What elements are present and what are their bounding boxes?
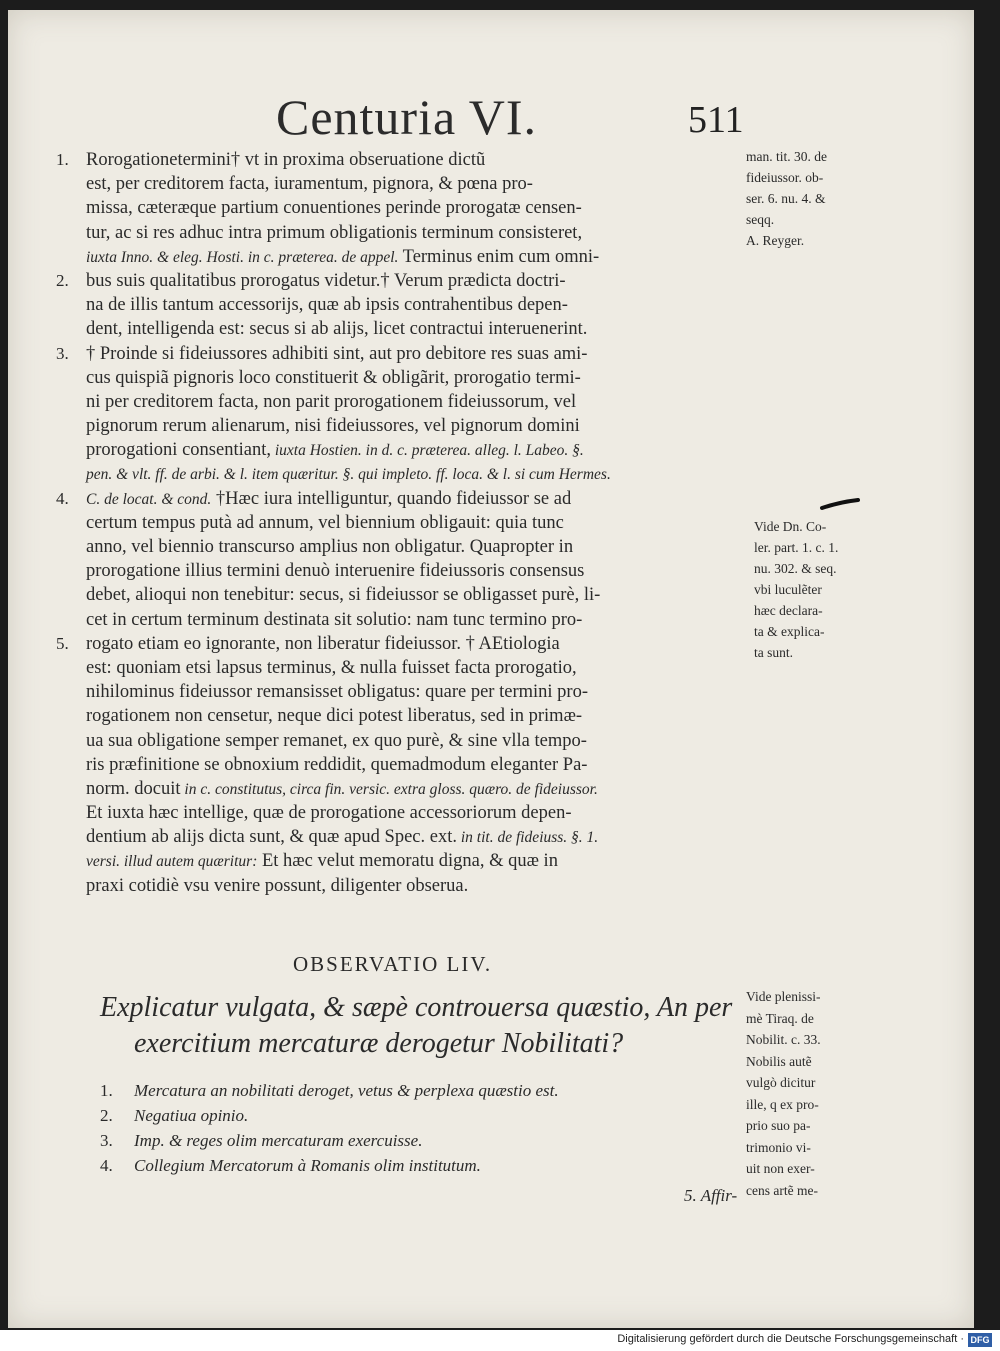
margin-note-line: ta sunt.: [754, 645, 793, 660]
margin-note-line: mè Tiraq. de: [746, 1010, 814, 1026]
running-title: Centuria VI.: [276, 89, 538, 145]
text-line: [86, 777, 746, 801]
observation-title: OBSERVATIO LIV.: [293, 952, 493, 976]
pen-mark: [820, 498, 860, 512]
margin-note-line: cens artẽ me-: [746, 1182, 818, 1198]
line-text: ris præfinitione se obnoxium reddidit, quemadmodum eleganter Pa-: [86, 754, 588, 775]
summary-text: Mercatura an nobilitati deroget, vetus & perplexa quæstio est.: [134, 1081, 559, 1100]
line-text: praxi cotidiè vsu venire possunt, diligenter obserua.: [86, 875, 469, 896]
line-text: Et iuxta hæc intellige, quæ de prorogatione accessoriorum depen-: [86, 803, 572, 824]
text-line: [86, 414, 746, 438]
line-text: na de illis tantum accessorijs, quæ ab ipsis contrahentibus depen-: [86, 295, 568, 316]
text-line: [86, 704, 746, 728]
line-text: rogato etiam eo ignorante, non liberatur fideiussor. † AEtiologia: [86, 633, 560, 654]
text-line: [86, 559, 746, 583]
line-text: est: quoniam etsi lapsus terminus, & nulla fuisset facta prorogatio,: [86, 657, 577, 678]
margin-note-line: Vide plenissi-: [746, 989, 821, 1004]
text-line: [86, 390, 746, 414]
chapter-heading: [100, 990, 750, 1062]
paragraph-number: 2.: [56, 270, 69, 290]
margin-note-line: trimonio vi-: [746, 1139, 811, 1155]
funding-notice: Digitalisierung gefördert durch die Deutsche Forschungsgemeinschaft ·: [617, 1333, 964, 1345]
line-text: nihilominus fideiussor remansisset obligatus: quare per termini pro-: [86, 682, 588, 703]
line-text-tail: †Hæc iura intelliguntur, quando fideiussor se ad: [211, 488, 572, 509]
summary-item: [100, 1103, 720, 1128]
line-text: ua sua obligatione semper remanet, ex quo purè, & sine vlla tempo-: [86, 730, 587, 751]
text-line: [86, 825, 746, 849]
summary-item: [100, 1078, 720, 1103]
summary-text: Collegium Mercatorum à Romanis olim institutum.: [134, 1156, 481, 1175]
margin-note-2: [754, 516, 838, 663]
margin-note-line: ler. part. 1. c. 1.: [754, 540, 839, 555]
text-line: [86, 172, 746, 196]
text-line: [86, 729, 746, 753]
line-text: debet, alioqui non tenebitur: secus, si fideiussor se obligasset purè, li-: [86, 585, 601, 606]
margin-note-line: uit non exer-: [746, 1161, 815, 1176]
line-text: anno, vel biennio transcurso amplius non obligatur. Quapropter in: [86, 537, 574, 557]
text-line: [86, 511, 746, 535]
text-line: [86, 293, 746, 317]
text-line: [86, 245, 746, 269]
text-line: [86, 317, 746, 341]
line-text-tail: Terminus enim cum omni-: [398, 246, 600, 267]
text-line: [86, 801, 746, 825]
margin-note-line: ser. 6. nu. 4. &: [746, 191, 826, 206]
text-line: [86, 535, 746, 559]
margin-note-line: prio suo pa-: [746, 1118, 811, 1133]
citation: in tit. de fideiuss. §. 1.: [456, 829, 599, 847]
line-text: missa, cæteræque partium conuentiones perinde prorogatæ censen-: [86, 198, 582, 219]
paragraph-number: 4.: [56, 488, 69, 508]
line-text: est, per creditorem facta, iuramentum, pignora, & pœna pro-: [86, 174, 533, 195]
summary-number: 1.: [100, 1081, 113, 1100]
line-text: iuxta Inno. & eleg. Hosti. in c. præterea. de appel.: [86, 248, 399, 266]
main-text: [56, 148, 746, 898]
summary-text: Imp. & reges olim mercaturam exercuisse.: [134, 1131, 423, 1150]
page-header: [8, 88, 974, 148]
margin-note-line: Nobilis autẽ: [746, 1053, 812, 1069]
summary-item: [100, 1153, 720, 1178]
text-line: [56, 632, 746, 656]
text-line: [86, 680, 746, 704]
line-text: prorogationi consentiant,: [86, 440, 271, 461]
book-page: [8, 10, 974, 1328]
margin-note-line: nu. 302. & seq.: [754, 561, 837, 576]
heading-line: Explicatur vulgata, & sæpè controuersa quæstio, An per: [100, 992, 733, 1023]
margin-note-line: vulgò dicitur: [746, 1075, 816, 1090]
text-line: [86, 608, 746, 632]
text-line: [86, 656, 746, 680]
line-text: ni per creditorem facta, non parit prorogationem fideiussorum, vel: [86, 391, 577, 412]
margin-note-3: [746, 986, 821, 1201]
line-text: C. de locat. & cond.: [86, 490, 212, 508]
line-text: Rorogationetermini† vt in proxima obseruatione dictũ: [86, 150, 486, 170]
line-text: prorogatione illius termini denuò interuenire fideiussoris consensus: [86, 561, 585, 582]
line-text: dent, intelligenda est: secus si ab alijs, licet contractui interuenerint.: [86, 319, 588, 340]
line-text: bus suis qualitatibus prorogatus videtur.† Verum prædicta doctri-: [86, 270, 566, 291]
summary-number: 2.: [100, 1106, 113, 1125]
text-line: [86, 438, 746, 462]
citation: in c. constitutus, circa fin. versic. extra gloss. quæro. de fideiussor.: [180, 780, 598, 798]
text-line: [86, 753, 746, 777]
page-number: 511: [688, 99, 744, 141]
line-text: pignorum rerum alienarum, nisi fideiussores, vel pignorum domini: [86, 416, 580, 437]
text-line: [86, 874, 746, 898]
text-line: [86, 849, 746, 873]
footer-bar: [0, 1330, 1000, 1351]
text-line: [86, 462, 746, 486]
text-line: [86, 221, 746, 245]
dfg-logo: DFG: [968, 1333, 992, 1347]
margin-note-line: Nobilit. c. 33.: [746, 1032, 821, 1047]
summary-item: [100, 1128, 720, 1153]
text-line: [56, 342, 746, 366]
margin-note-line: vbi luculẽter: [754, 582, 822, 597]
paragraph-number: 3.: [56, 343, 69, 363]
margin-note-line: man. tit. 30. de: [746, 149, 827, 164]
line-text: cus quispiã pignoris loco constituerit & obligãrit, prorogatio termi-: [86, 367, 581, 388]
heading-line: exercitium mercaturæ derogetur Nobilitati?: [134, 1028, 624, 1059]
margin-note-line: Vide Dn. Co-: [754, 519, 827, 534]
margin-note-line: ille, q ex pro-: [746, 1096, 819, 1112]
margin-note-line: hæc declara-: [754, 603, 823, 618]
summary-list: [100, 1078, 720, 1178]
line-text: certum tempus putà ad annum, vel biennium obligauit: quia tunc: [86, 512, 564, 533]
text-line: [56, 487, 746, 511]
summary-text: Negatiua opinio.: [134, 1106, 249, 1125]
text-line: [86, 583, 746, 607]
line-text: pen. & vlt. ff. de arbi. & l. item quæritur. §. qui impleto. ff. loca. & l. si cum Hermes.: [86, 466, 611, 484]
line-text: norm. docuit: [86, 778, 181, 799]
margin-note-line: ta & explica-: [754, 624, 825, 639]
line-text: † Proinde si fideiussores adhibiti sint, aut pro debitore res suas ami-: [86, 343, 588, 364]
line-text: dentium ab alijs dicta sunt, & quæ apud Spec. ext.: [86, 827, 457, 848]
margin-note-line: fideiussor. ob-: [746, 170, 824, 185]
line-text: versi. illud autem quæritur:: [86, 853, 258, 871]
margin-note-1: [746, 146, 827, 251]
line-text: cet in certum terminum destinata sit solutio: nam tunc termino pro-: [86, 609, 583, 630]
text-line: [56, 148, 746, 172]
margin-note-line: A. Reyger.: [746, 233, 805, 248]
catchword: 5. Affir-: [684, 1186, 738, 1205]
text-line: [86, 196, 746, 220]
citation: iuxta Hostien. in d. c. præterea. alleg. l. Labeo. §.: [270, 442, 584, 460]
line-text: rogationem non censetur, neque dici potest liberatus, sed in primæ-: [86, 706, 583, 727]
margin-note-line: seqq.: [746, 212, 775, 227]
text-line: [56, 269, 746, 293]
text-line: [86, 366, 746, 390]
paragraph-number: 1.: [56, 150, 69, 169]
line-text-tail: Et hæc velut memoratu digna, & quæ in: [257, 851, 558, 872]
summary-number: 3.: [100, 1131, 113, 1150]
line-text: tur, ac si res adhuc intra primum obligationis terminum consisteret,: [86, 222, 583, 243]
paragraph-number: 5.: [56, 633, 69, 653]
summary-number: 4.: [100, 1156, 113, 1175]
